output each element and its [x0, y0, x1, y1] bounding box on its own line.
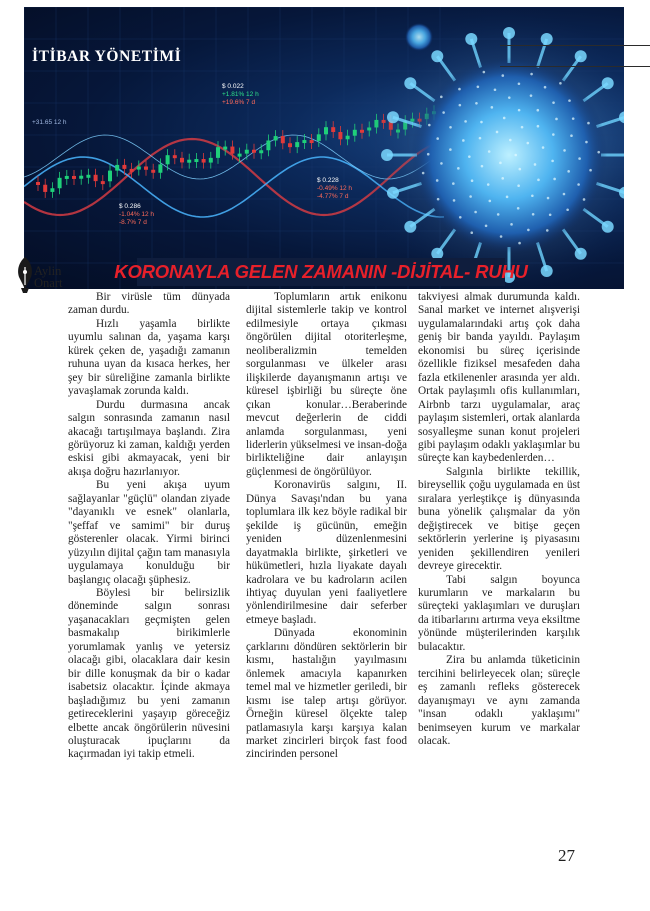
virus-surface-dot [479, 137, 482, 140]
virus-surface-dot [544, 86, 547, 89]
price-readout-2 [317, 177, 352, 201]
virus-surface-dot [488, 150, 491, 153]
virus-spike-tip [404, 221, 416, 233]
candle-body [115, 165, 119, 171]
paragraph: Zira bu anlamda tüketicinin tercihini belirleyecek olan; süreçle eş zamanlı refleks gösterecek dayanışmayı ve aynı zamanda "insan odaklı yaklaşımı" benimseyen kurum ve markalar olacak. [418, 654, 580, 747]
virus-surface-dot [499, 162, 502, 165]
virus-spike-tip [387, 111, 399, 123]
virus-spike-tip [541, 265, 553, 277]
candle-body [310, 140, 314, 143]
candle-body [158, 164, 162, 172]
virus-spike-tip [404, 77, 416, 89]
virus-surface-dot [587, 122, 590, 125]
paragraph: takviyesi almak durumunda kaldı. Sanal market ve internet alışverişi uygulamalarındaki artış çok daha geniş bir banda yayıldı. Paylaşım ekonomisi bu süreç içerisinde özellikle fiziksel mesafeden daha fazla etkilenenler arasında yer aldı. Ortak paylaşımlı ofis kullanımları, Airbnb tarzı uygulamalar, araç paylaşım sistemleri, ortak alanlarda sosyalleşme sunan konut projeleri gibi paylaşım odaklı yaklaşımlar bu süreçte kan kaybedenlerden… [418, 291, 580, 465]
candle-body [108, 171, 112, 182]
candle-body [79, 176, 83, 179]
virus-surface-dot [464, 120, 467, 123]
virus-surface-dot [491, 106, 494, 109]
candle-body [338, 132, 342, 139]
virus-surface-dot [509, 139, 512, 142]
candle-body [266, 141, 270, 151]
candle-body [65, 176, 69, 179]
candle-body [137, 166, 141, 169]
virus-surface-dot [497, 213, 500, 216]
paragraph: Salgınla birlikte tekillik, bireysellik çoğu uygulamada en üst sıralara yerleştikçe iş dünyasında buna yönelik çalışmalar da yön değiştirecek ve bitişe geçen sektörlerin yerlerine iş piyasasını yeniden şekillendiren yenileri devreye girecektir. [418, 465, 580, 573]
header-rule-bottom [500, 66, 650, 67]
virus-surface-dot [508, 96, 511, 99]
paragraph: Koronavirüs salgını, II. Dünya Savaşı'ndan bu yana toplumlara ilk kez böyle radikal bir şekilde iş gücünün, emeğin yeniden düzenlenmesini dayatmakla birlikte, şirketleri ve hükümetleri, hızla liyakate dayalı kadrolara ve bu kadroların acilen ihtiyaç duyulan yeni faaliyetlere yönlendirilmesine dair seferber etmeye başladı. [246, 479, 407, 626]
virus-spike-tip [602, 77, 614, 89]
candle-body [230, 147, 234, 154]
candle-body [101, 181, 105, 184]
virus-spike-tip [503, 27, 515, 39]
fountain-pen-icon [15, 255, 35, 295]
virus-surface-dot [572, 117, 575, 120]
candle-body [144, 166, 148, 169]
virus-surface-dot [537, 125, 540, 128]
article-column-2 [246, 291, 407, 762]
virus-surface-dot [436, 137, 439, 140]
virus-surface-dot [494, 88, 497, 91]
author-last-name: Onart [34, 276, 63, 290]
hero-banner [24, 7, 624, 289]
virus-surface-dot [563, 193, 566, 196]
candle-body [122, 165, 126, 169]
article-headline: KORONAYLA GELEN ZAMANIN -DİJİTAL- RUHU [114, 261, 528, 282]
virus-surface-dot [530, 94, 533, 97]
author-byline [15, 255, 75, 297]
virus-surface-dot [555, 118, 558, 121]
change-7d: -8.7% 7 d [119, 219, 147, 226]
virus-surface-dot [440, 96, 443, 99]
candle-body [166, 155, 170, 164]
paragraph: Dünyada ekonominin çarklarını döndüren sektörlerin bir kısmı, hastalığın yayılmasını önlemek amacıyla kapanırken temel mal ve hizmetler geriledi, bir kısmı ise talep artışı görüyor. Örneğin küresel ölçekte talep patlamasıyla karşı karşıya kalan market zincirleri birçok fast food zincirinden personel [246, 627, 407, 761]
candle-body [173, 155, 177, 158]
virus-surface-dot [546, 229, 549, 232]
virus-surface-dot [518, 82, 521, 85]
virus-surface-dot [530, 73, 533, 76]
virus-surface-dot [514, 154, 517, 157]
paragraph: Böylesi bir belirsizlik döneminde salgın sonrası yaşanacakları geçmişten gelen basmakalıp birikimlerle yorumlamak yanlış ve yetersiz olacağı gibi, olacaklara dair kesin bir dille konuşmak da bir o kadar isabetsiz olacaktır. İçinde akmaya başladığımız bu yeni zamanın getireceklerini yaşayıp göreceğiz elbette ancak öngörülerin nüvesini oluşturacak ipuçlarını da kaçırmadan iyi takip etmeli. [68, 586, 230, 761]
virus-surface-dot [589, 169, 592, 172]
virus-surface-dot [566, 208, 569, 211]
virus-spike-tip [602, 221, 614, 233]
price-value: $ 0.228 [317, 177, 339, 184]
price-value: $ 0.022 [222, 83, 244, 90]
virus-surface-dot [437, 198, 440, 201]
virus-surface-dot [510, 223, 513, 226]
virus-surface-dot [440, 162, 443, 165]
virus-surface-dot [578, 157, 581, 160]
section-title: İTİBAR YÖNETİMİ [32, 48, 182, 65]
virus-surface-dot [459, 104, 462, 107]
article-column-3 [418, 291, 580, 748]
virus-surface-dot [518, 109, 521, 112]
virus-surface-dot [549, 213, 552, 216]
virus-surface-dot [468, 155, 471, 158]
virus-surface-dot [458, 88, 461, 91]
virus-surface-dot [457, 167, 460, 170]
paragraph: Durdu durmasına ancak salgın sonrasında zamanın nasıl akacağı tartışılmaya başlandı. Zira görüyoruz ki zaman, kaldığı yerden eskisi gibi akmayacak, yeni bir akışa doğru hazırlanıyor. [68, 398, 230, 478]
virus-surface-dot [453, 199, 456, 202]
article-column-1 [68, 291, 230, 762]
virus-surface-dot [547, 197, 550, 200]
candle-body [187, 160, 191, 163]
virus-surface-dot [597, 151, 600, 154]
virus-surface-dot [568, 99, 571, 102]
price-readout-4 [32, 119, 67, 127]
candle-body [288, 143, 292, 147]
candle-body [324, 127, 328, 134]
virus-surface-dot [452, 182, 455, 185]
virus-surface-dot [517, 184, 520, 187]
candle-body [274, 136, 278, 140]
headline-banner [114, 258, 528, 286]
candle-body [317, 134, 321, 141]
virus-surface-dot [427, 153, 430, 156]
candle-body [86, 175, 90, 178]
virus-surface-dot [570, 134, 573, 137]
small-virus [405, 23, 433, 51]
change-12h: +31.65 12 h [32, 119, 67, 126]
author-first-name: Aylin [34, 264, 62, 278]
virus-surface-dot [531, 194, 534, 197]
candle-body [331, 127, 335, 132]
candle-body [43, 185, 47, 192]
virus-surface-dot [517, 207, 520, 210]
candle-body [346, 136, 350, 140]
virus-surface-dot [470, 231, 473, 234]
candle-body [94, 175, 98, 181]
virus-surface-dot [552, 133, 555, 136]
virus-surface-dot [518, 242, 521, 245]
virus-surface-dot [477, 85, 480, 88]
paragraph: Toplumların artık enikonu dijital sistemlerle takip ve kontrol edilmesiyle ortaya çıkması öngörülen dijital otoriterleşme, neoliberalizmin temelden sorgulanması ve ülkeler arası ilişkilerde dayanışmanın artışı ve küresel işbirliği bu süreçte öne çıkan konular…Beraberinde mevcut değerlerin de ciddi anlamda sorgulanması, yeni liderlerin yükselmesi ve insan-doğa birlikteliğine dair anlayışın güçlenmesi de öngörülüyor. [246, 291, 407, 478]
author-name [34, 265, 62, 289]
paragraph: Bu yeni akışa uyum sağlayanlar "güçlü" olandan ziyade "dayanıklı ve esnek" olanlarla, "şeffaf ve samimi" bir duruş gösterenler olacak. Yirmi birinci yüzyılın dijital çağın tam manasıyla uygulamaya konulduğu bir başlangıç olacağı şüphesiz. [68, 479, 230, 586]
candle-body [194, 159, 198, 162]
candle-body [50, 188, 54, 192]
virus-spike-tip [387, 187, 399, 199]
virus-surface-dot [449, 148, 452, 151]
virus-surface-dot [442, 111, 445, 114]
virus-surface-dot [496, 131, 499, 134]
virus-surface-dot [527, 229, 530, 232]
candle-body [151, 170, 155, 173]
header-rule-top [500, 45, 650, 46]
virus-surface-dot [559, 82, 562, 85]
virus-surface-dot [449, 126, 452, 129]
virus-surface-dot [553, 178, 556, 181]
virus-surface-dot [485, 224, 488, 227]
virus-surface-dot [563, 149, 566, 152]
candle-body [281, 136, 285, 143]
candle-body [223, 147, 227, 150]
candle-body [252, 150, 256, 153]
paragraph: Tabi salgın boyunca kurumların ve markaların bu süreçteki yaklaşımları ve duruşları da itibarlarını artırma veya eksiltme yönünde müşterilerinden karşılık bulacaktır. [418, 573, 580, 653]
virus-surface-dot [475, 102, 478, 105]
virus-surface-dot [518, 168, 521, 171]
virus-surface-dot [474, 211, 477, 214]
virus-surface-dot [585, 141, 588, 144]
candle-body [259, 150, 263, 153]
change-12h: +1.81% 12 h [222, 91, 259, 98]
virus-spike-tip [465, 33, 477, 45]
virus-spike-tip [575, 50, 587, 62]
candle-body [209, 158, 213, 163]
virus-surface-dot [500, 235, 503, 238]
candle-body [238, 154, 242, 157]
paragraph: Bir virüsle tüm dünyada zaman durdu. [68, 291, 230, 317]
virus-surface-dot [462, 139, 465, 142]
virus-surface-dot [480, 121, 483, 124]
virus-surface-dot [542, 146, 545, 149]
candle-body [180, 158, 184, 163]
virus-spike-tip [381, 149, 393, 161]
change-7d: -4.77% 7 d [317, 193, 349, 200]
candle-body [36, 182, 40, 185]
virus-surface-dot [501, 177, 504, 180]
virus-surface-dot [459, 216, 462, 219]
candle-body [72, 176, 76, 179]
candle-body [202, 159, 206, 163]
virus-surface-dot [567, 170, 570, 173]
virus-surface-dot [552, 101, 555, 104]
virus-surface-dot [534, 163, 537, 166]
virus-surface-dot [551, 160, 554, 163]
candle-body [353, 130, 357, 136]
candle-body [130, 169, 134, 172]
candle-body [295, 142, 299, 147]
price-readout-3 [119, 203, 154, 227]
virus-surface-dot [537, 179, 540, 182]
change-12h: -0.49% 12 h [317, 185, 353, 192]
virus-surface-dot [521, 126, 524, 129]
candle-body [216, 147, 220, 158]
virus-surface-dot [436, 179, 439, 182]
price-value: $ 0.286 [119, 203, 141, 210]
candle-body [302, 140, 306, 143]
change-7d: +19.6% 7 d [222, 99, 256, 106]
virus-surface-dot [501, 74, 504, 77]
virus-spike-tip [575, 248, 587, 260]
candle-body [58, 178, 62, 188]
virus-spike-tip [541, 33, 553, 45]
virus-surface-dot [483, 71, 486, 74]
virus-surface-dot [526, 142, 529, 145]
page-number: 27 [558, 846, 575, 865]
virus-surface-dot [487, 183, 490, 186]
virus-surface-dot [536, 109, 539, 112]
candle-body [245, 150, 249, 154]
virus-surface-dot [481, 165, 484, 168]
virus-surface-dot [488, 200, 491, 203]
virus-surface-dot [503, 117, 506, 120]
virus-body [411, 57, 607, 253]
virus-surface-dot [583, 198, 586, 201]
virus-surface-dot [428, 124, 431, 127]
virus-surface-dot [422, 172, 425, 175]
virus-spike-tip [431, 50, 443, 62]
virus-surface-dot [469, 195, 472, 198]
price-readout-1 [222, 83, 259, 107]
change-12h: -1.04% 12 h [119, 211, 155, 218]
virus-surface-dot [506, 196, 509, 199]
virus-surface-dot [577, 183, 580, 186]
virus-surface-dot [532, 213, 535, 216]
virus-surface-dot [471, 179, 474, 182]
paragraph: Hızlı yaşamla birlikte uyumlu salınan da, yaşama karşı kürek çeken de, yaşadığı zamanın ruhuna uyan da kısaca herkes, her şey bir süreliğine zamanla birlikte yavaşlamak zorunda kaldı. [68, 317, 230, 398]
